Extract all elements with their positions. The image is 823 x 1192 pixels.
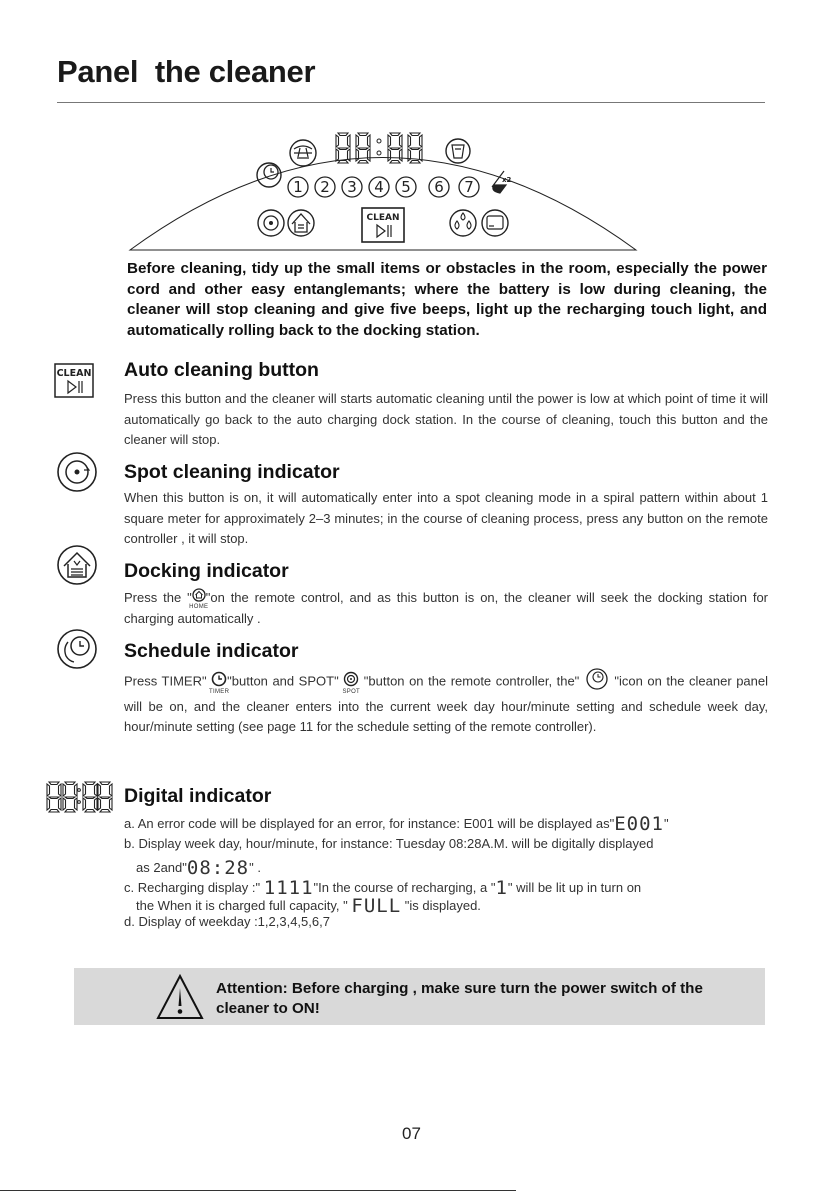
spot-cleaning-text: When this button is on, it will automatically enter into a spot cleaning mode in a spiral pattern within about 1 square meter for approximately 2–3 minutes; in the course of cleaning process, press any button on the remote controller , it will stop.: [124, 490, 768, 546]
digital-item-c2: the When it is charged full capacity, " FULL "is displayed.: [136, 895, 481, 917]
attention-text: Attention: Before charging , make sure turn the power switch of the cleaner to ON!: [216, 980, 703, 1017]
segment-text: E001: [614, 813, 664, 835]
spot-remote-icon: [343, 671, 359, 694]
weekday-digit: 5: [401, 178, 411, 196]
docking-heading: Docking indicator: [124, 560, 289, 582]
schedule-inline-icon: [584, 668, 610, 697]
spot-label: SPOT: [342, 689, 361, 695]
digital-heading: Digital indicator: [124, 785, 272, 807]
weekday-numbers: [288, 177, 479, 197]
digital-item-b2: as 2and"08:28" .: [136, 857, 261, 879]
weekday-digit: 1: [293, 178, 303, 196]
segment-text: 08:28: [186, 857, 250, 879]
page-number: 07: [402, 1124, 421, 1143]
segment-text: FULL: [351, 895, 402, 917]
digital-item-a: a. An error code will be displayed for an error, for instance: E001 will be displayed as"E001": [124, 813, 669, 835]
digital-item-b: b. Display week day, hour/minute, for instance: Tuesday 08:28A.M. will be digitally displayed: [124, 836, 654, 851]
page-title: Panel the cleaner: [57, 54, 316, 89]
water-icon: [450, 210, 476, 236]
timer-remote-icon: [209, 671, 230, 695]
segment-text: 1: [495, 877, 508, 899]
auto-cleaning-heading: Auto cleaning button: [124, 359, 319, 381]
schedule-heading: Schedule indicator: [124, 640, 299, 662]
schedule-text: Press TIMER" TIMER "button and SPOT" SPOT "button on the remote controller, the" "icon on the cleaner panel will be on, and the cleaner enters into the current week day hour/minute setting and schedule week day, hour/minute setting (see page 11 for the schedule setting of the remote controller).: [124, 668, 768, 738]
weekday-digit: 4: [374, 178, 384, 196]
side-brush-icon: [492, 171, 512, 193]
brush-icon: [290, 140, 316, 166]
dock-icon: [56, 544, 98, 586]
intro-paragraph: Before cleaning, tidy up the small items or obstacles in the room, especially the power cord and other easy entanglemants; where the battery is low during cleaning, the cleaner will stop cleaning and give five beeps, light up the recharging touch light, and automatically rolling back to the docking station.: [127, 260, 767, 339]
weekday-digit: 2: [320, 178, 330, 196]
weekday-digit: 3: [347, 178, 357, 196]
dock-icon: [288, 210, 314, 236]
dustbin-icon: [446, 139, 470, 163]
water-tank-icon: [482, 210, 508, 236]
segment-text: 1111: [263, 877, 314, 899]
schedule-icon: [56, 628, 98, 670]
home-remote-icon: [189, 588, 209, 611]
digital-item-c: c. Recharging display :" 1111"In the course of recharging, a "1" will be lit up in turn on: [124, 877, 642, 899]
clean-button: [362, 208, 404, 242]
spot-icon: [56, 451, 98, 493]
timer-label: TIMER: [209, 689, 230, 695]
spot-icon: [258, 210, 284, 236]
clean-icon-label: CLEAN: [56, 368, 92, 379]
warning-icon: [156, 974, 204, 1020]
weekday-digit: 6: [434, 178, 444, 196]
digital-display-icon: [45, 780, 113, 814]
schedule-icon: [257, 163, 281, 187]
title-divider: [57, 102, 765, 103]
footer-line: [0, 1190, 516, 1191]
clean-label: CLEAN: [366, 213, 400, 223]
digital-list: [124, 814, 774, 930]
control-panel-diagram: [128, 125, 638, 253]
docking-text: Press the " HOME "on the remote control, and as this button is on, the cleaner will seek the docking station for charging automatically .: [124, 590, 769, 626]
weekday-digit: 7: [464, 178, 474, 196]
spot-cleaning-heading: Spot cleaning indicator: [124, 461, 340, 483]
x2-label: x2: [502, 176, 512, 184]
clean-button-icon: [54, 363, 94, 398]
digital-item-d: d. Display of weekday :1,2,3,4,5,6,7: [124, 914, 330, 929]
auto-cleaning-text: Press this button and the cleaner will starts automatic cleaning until the power is low at which point of time it will automatically go back to the auto charging dock station. In the course of cleaning, touch this button and the cleaner will stop.: [124, 391, 768, 447]
home-label: HOME: [189, 604, 209, 611]
